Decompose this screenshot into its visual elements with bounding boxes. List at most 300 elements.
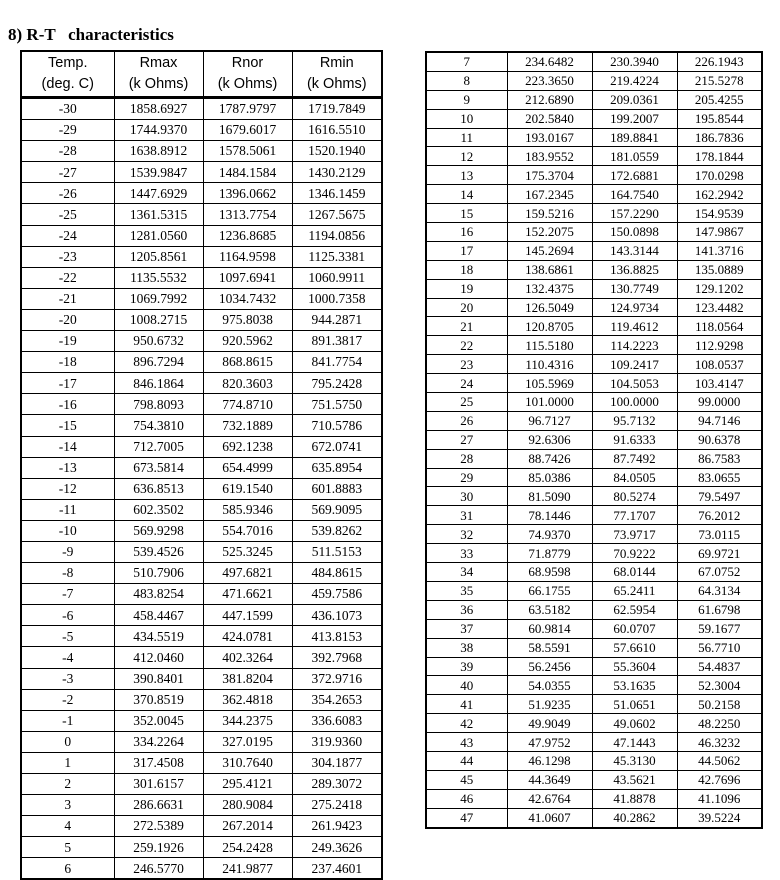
rmin-cell: 103.4147	[677, 374, 762, 393]
rmin-cell: 511.5153	[292, 541, 382, 562]
rmin-cell: 86.7583	[677, 449, 762, 468]
table-row	[426, 166, 762, 185]
rmin-cell: 1194.0856	[292, 225, 382, 246]
table-row	[426, 544, 762, 563]
rmax-cell: 145.2694	[507, 241, 592, 260]
rnor-cell: 80.5274	[592, 487, 677, 506]
rmin-cell: 672.0741	[292, 436, 382, 457]
rmax-cell: 1858.6927	[114, 98, 203, 120]
rmin-cell: 108.0537	[677, 355, 762, 374]
rnor-cell: 136.8825	[592, 260, 677, 279]
rnor-cell: 104.5053	[592, 374, 677, 393]
rmax-cell: 510.7906	[114, 563, 203, 584]
rnor-cell: 1034.7432	[203, 288, 292, 309]
rmin-cell: 205.4255	[677, 90, 762, 109]
left-table-header	[21, 51, 382, 98]
rmax-cell: 259.1926	[114, 837, 203, 858]
temp-cell: 5	[21, 837, 114, 858]
rmax-cell: 1281.0560	[114, 225, 203, 246]
table-row	[426, 638, 762, 657]
table-row	[21, 352, 382, 373]
rmax-cell: 58.5591	[507, 638, 592, 657]
rmin-cell: 275.2418	[292, 795, 382, 816]
rnor-cell: 820.3603	[203, 373, 292, 394]
temp-cell: 13	[426, 166, 507, 185]
rmax-cell: 1447.6929	[114, 183, 203, 204]
temp-cell: 17	[426, 241, 507, 260]
temp-cell: -12	[21, 478, 114, 499]
rnor-cell: 91.6333	[592, 430, 677, 449]
rnor-cell: 471.6621	[203, 584, 292, 605]
rmin-cell: 841.7754	[292, 352, 382, 373]
rnor-cell: 62.5954	[592, 600, 677, 619]
rmin-cell: 129.1202	[677, 279, 762, 298]
rmax-cell: 1008.2715	[114, 309, 203, 330]
temp-cell: -2	[21, 689, 114, 710]
rmax-cell: 1638.8912	[114, 141, 203, 162]
rmax-cell: 539.4526	[114, 541, 203, 562]
rmin-cell: 46.3232	[677, 733, 762, 752]
table-row	[21, 584, 382, 605]
rnor-cell: 585.9346	[203, 499, 292, 520]
rmax-cell: 798.8093	[114, 394, 203, 415]
table-row	[426, 411, 762, 430]
rnor-cell: 57.6610	[592, 638, 677, 657]
rmax-cell: 1135.5532	[114, 267, 203, 288]
temp-cell: 38	[426, 638, 507, 657]
rnor-cell: 241.9877	[203, 858, 292, 880]
rmax-cell: 183.9552	[507, 147, 592, 166]
temp-cell: -28	[21, 141, 114, 162]
table-row	[426, 298, 762, 317]
table-row	[426, 449, 762, 468]
column-header-unit: (k Ohms)	[217, 76, 278, 92]
rmin-cell: 226.1943	[677, 52, 762, 71]
table-row	[426, 336, 762, 355]
rmax-cell: 896.7294	[114, 352, 203, 373]
rmin-cell: 1430.2129	[292, 162, 382, 183]
temp-cell: 46	[426, 789, 507, 808]
rnor-cell: 362.4818	[203, 689, 292, 710]
rmin-cell: 52.3004	[677, 676, 762, 695]
table-row	[426, 770, 762, 789]
rnor-cell: 402.3264	[203, 647, 292, 668]
rmin-cell: 237.4601	[292, 858, 382, 880]
table-row	[21, 141, 382, 162]
rmin-cell: 73.0115	[677, 525, 762, 544]
rmax-cell: 81.5090	[507, 487, 592, 506]
rmax-cell: 1539.9847	[114, 162, 203, 183]
temp-cell: 7	[426, 52, 507, 71]
rmax-cell: 412.0460	[114, 647, 203, 668]
rnor-cell: 49.0602	[592, 714, 677, 733]
rnor-cell: 209.0361	[592, 90, 677, 109]
table-row	[426, 525, 762, 544]
table-row	[426, 733, 762, 752]
temp-cell: 10	[426, 109, 507, 128]
table-row	[426, 468, 762, 487]
temp-cell: 33	[426, 544, 507, 563]
rmax-cell: 44.3649	[507, 770, 592, 789]
table-row	[21, 731, 382, 752]
rmax-cell: 1744.9370	[114, 120, 203, 141]
table-row	[21, 373, 382, 394]
rnor-cell: 189.8841	[592, 128, 677, 147]
rnor-cell: 68.0144	[592, 563, 677, 582]
rmin-cell: 436.1073	[292, 605, 382, 626]
rmax-cell: 673.5814	[114, 457, 203, 478]
temp-cell: 19	[426, 279, 507, 298]
rnor-cell: 53.1635	[592, 676, 677, 695]
rnor-cell: 267.2014	[203, 816, 292, 837]
temp-cell: 9	[426, 90, 507, 109]
rmin-cell: 99.0000	[677, 393, 762, 412]
rmin-cell: 54.4837	[677, 657, 762, 676]
table-row	[21, 563, 382, 584]
temp-cell: -17	[21, 373, 114, 394]
header-row	[21, 51, 382, 98]
rmax-cell: 71.8779	[507, 544, 592, 563]
temp-cell: 34	[426, 563, 507, 582]
rmin-cell: 162.2942	[677, 185, 762, 204]
rmin-cell: 186.7836	[677, 128, 762, 147]
rnor-cell: 143.3144	[592, 241, 677, 260]
column-header-label: Rmax	[139, 54, 178, 71]
rmax-cell: 458.4467	[114, 605, 203, 626]
rmax-cell: 602.3502	[114, 499, 203, 520]
temp-cell: -4	[21, 647, 114, 668]
table-row	[21, 605, 382, 626]
rnor-cell: 1787.9797	[203, 98, 292, 120]
rmin-cell: 61.6798	[677, 600, 762, 619]
rnor-cell: 51.0651	[592, 695, 677, 714]
rmax-cell: 370.8519	[114, 689, 203, 710]
temp-cell: 31	[426, 506, 507, 525]
table-row	[426, 355, 762, 374]
column-header-unit: (k Ohms)	[306, 76, 367, 92]
rmax-cell: 85.0386	[507, 468, 592, 487]
table-row	[21, 478, 382, 499]
rmin-cell: 135.0889	[677, 260, 762, 279]
rt-characteristics-table-left	[20, 50, 383, 880]
rmin-cell: 1125.3381	[292, 246, 382, 267]
rmax-cell: 286.6631	[114, 795, 203, 816]
rnor-cell: 774.8710	[203, 394, 292, 415]
temp-cell: 29	[426, 468, 507, 487]
temp-cell: 12	[426, 147, 507, 166]
temp-cell: 24	[426, 374, 507, 393]
rmin-cell: 539.8262	[292, 520, 382, 541]
table-row	[426, 619, 762, 638]
table-row	[21, 394, 382, 415]
table-row	[21, 647, 382, 668]
rmin-cell: 42.7696	[677, 770, 762, 789]
table-row	[21, 204, 382, 225]
rmax-cell: 120.8705	[507, 317, 592, 336]
rmin-cell: 354.2653	[292, 689, 382, 710]
rnor-cell: 654.4999	[203, 457, 292, 478]
table-row	[426, 71, 762, 90]
temp-cell: 42	[426, 714, 507, 733]
temp-cell: 21	[426, 317, 507, 336]
rnor-cell: 124.9734	[592, 298, 677, 317]
rmax-cell: 193.0167	[507, 128, 592, 147]
rmax-cell: 636.8513	[114, 478, 203, 499]
table-row	[426, 563, 762, 582]
table-row	[21, 837, 382, 858]
rnor-cell: 43.5621	[592, 770, 677, 789]
rmin-cell: 304.1877	[292, 752, 382, 773]
rmin-cell: 459.7586	[292, 584, 382, 605]
temp-cell: -11	[21, 499, 114, 520]
temp-cell: -1	[21, 710, 114, 731]
rmin-cell: 178.1844	[677, 147, 762, 166]
rmin-cell: 569.9095	[292, 499, 382, 520]
table-row	[426, 185, 762, 204]
rnor-cell: 310.7640	[203, 752, 292, 773]
temp-cell: 11	[426, 128, 507, 147]
rmax-cell: 41.0607	[507, 808, 592, 827]
rmin-cell: 118.0564	[677, 317, 762, 336]
rmax-cell: 42.6764	[507, 789, 592, 808]
rmax-cell: 56.2456	[507, 657, 592, 676]
rnor-cell: 73.9717	[592, 525, 677, 544]
table-row	[426, 751, 762, 770]
temp-cell: 39	[426, 657, 507, 676]
rmax-cell: 132.4375	[507, 279, 592, 298]
rmax-cell: 272.5389	[114, 816, 203, 837]
table-row	[21, 795, 382, 816]
rmin-cell: 372.9716	[292, 668, 382, 689]
table-row	[426, 600, 762, 619]
temp-cell: -20	[21, 309, 114, 330]
rnor-cell: 45.3130	[592, 751, 677, 770]
rnor-cell: 181.0559	[592, 147, 677, 166]
rnor-cell: 157.2290	[592, 204, 677, 223]
temp-cell: 23	[426, 355, 507, 374]
rmax-cell: 115.5180	[507, 336, 592, 355]
rnor-cell: 47.1443	[592, 733, 677, 752]
temp-cell: -6	[21, 605, 114, 626]
table-row	[426, 657, 762, 676]
rmin-cell: 195.8544	[677, 109, 762, 128]
rmax-cell: 46.1298	[507, 751, 592, 770]
table-row	[426, 714, 762, 733]
table-row	[21, 858, 382, 880]
rnor-cell: 344.2375	[203, 710, 292, 731]
temp-cell: -7	[21, 584, 114, 605]
rmax-cell: 212.6890	[507, 90, 592, 109]
temp-cell: 16	[426, 223, 507, 242]
table-row	[426, 506, 762, 525]
rnor-cell: 1396.0662	[203, 183, 292, 204]
temp-cell: -25	[21, 204, 114, 225]
rmax-cell: 569.9298	[114, 520, 203, 541]
rmax-cell: 1069.7992	[114, 288, 203, 309]
rmin-cell: 94.7146	[677, 411, 762, 430]
temp-cell: 8	[426, 71, 507, 90]
rmin-cell: 1520.1940	[292, 141, 382, 162]
rnor-cell: 554.7016	[203, 520, 292, 541]
table-row	[21, 225, 382, 246]
rnor-cell: 164.7540	[592, 185, 677, 204]
rmax-cell: 483.8254	[114, 584, 203, 605]
rmin-cell: 392.7968	[292, 647, 382, 668]
rnor-cell: 280.9084	[203, 795, 292, 816]
rnor-cell: 77.1707	[592, 506, 677, 525]
table-row	[21, 520, 382, 541]
temp-cell: -22	[21, 267, 114, 288]
rnor-cell: 87.7492	[592, 449, 677, 468]
column-header-rmin	[292, 51, 382, 98]
rmin-cell: 112.9298	[677, 336, 762, 355]
table-row	[21, 267, 382, 288]
temp-cell: 20	[426, 298, 507, 317]
rnor-cell: 525.3245	[203, 541, 292, 562]
rmax-cell: 202.5840	[507, 109, 592, 128]
temp-cell: 44	[426, 751, 507, 770]
rnor-cell: 95.7132	[592, 411, 677, 430]
table-row	[21, 541, 382, 562]
column-header-label: Rmin	[319, 54, 354, 71]
table-row	[21, 816, 382, 837]
rmin-cell: 48.2250	[677, 714, 762, 733]
rmin-cell: 289.3072	[292, 774, 382, 795]
rmax-cell: 74.9370	[507, 525, 592, 544]
rnor-cell: 920.5962	[203, 331, 292, 352]
temp-cell: 6	[21, 858, 114, 880]
rnor-cell: 619.1540	[203, 478, 292, 499]
rnor-cell: 41.8878	[592, 789, 677, 808]
left-table-body	[21, 98, 382, 880]
temp-cell: 3	[21, 795, 114, 816]
rnor-cell: 868.8615	[203, 352, 292, 373]
rmin-cell: 891.3817	[292, 331, 382, 352]
column-header-label: Rnor	[231, 54, 264, 71]
rmin-cell: 484.8615	[292, 563, 382, 584]
temp-cell: -23	[21, 246, 114, 267]
table-row	[426, 808, 762, 827]
column-header-rmax	[114, 51, 203, 98]
temp-cell: -14	[21, 436, 114, 457]
table-row	[426, 128, 762, 147]
rnor-cell: 381.8204	[203, 668, 292, 689]
rnor-cell: 65.2411	[592, 581, 677, 600]
table-row	[21, 436, 382, 457]
rnor-cell: 975.8038	[203, 309, 292, 330]
rmin-cell: 154.9539	[677, 204, 762, 223]
rmax-cell: 88.7426	[507, 449, 592, 468]
rmin-cell: 39.5224	[677, 808, 762, 827]
table-row	[426, 317, 762, 336]
table-row	[21, 774, 382, 795]
rmin-cell: 601.8883	[292, 478, 382, 499]
rmax-cell: 234.6482	[507, 52, 592, 71]
table-row	[426, 147, 762, 166]
column-header-rnor	[203, 51, 292, 98]
temp-cell: -29	[21, 120, 114, 141]
temp-cell: 25	[426, 393, 507, 412]
rmax-cell: 390.8401	[114, 668, 203, 689]
rmax-cell: 301.6157	[114, 774, 203, 795]
temp-cell: 36	[426, 600, 507, 619]
rmax-cell: 1361.5315	[114, 204, 203, 225]
table-row	[426, 676, 762, 695]
temp-cell: 2	[21, 774, 114, 795]
temp-cell: 37	[426, 619, 507, 638]
table-row	[21, 668, 382, 689]
table-row	[21, 288, 382, 309]
temp-cell: 40	[426, 676, 507, 695]
table-row	[426, 241, 762, 260]
rmax-cell: 352.0045	[114, 710, 203, 731]
rmin-cell: 1060.9911	[292, 267, 382, 288]
rmin-cell: 69.9721	[677, 544, 762, 563]
rmax-cell: 60.9814	[507, 619, 592, 638]
temp-cell: -19	[21, 331, 114, 352]
rnor-cell: 1578.5061	[203, 141, 292, 162]
table-row	[426, 487, 762, 506]
rmax-cell: 101.0000	[507, 393, 592, 412]
rmax-cell: 1205.8561	[114, 246, 203, 267]
rmin-cell: 710.5786	[292, 415, 382, 436]
temp-cell: 14	[426, 185, 507, 204]
table-row	[426, 279, 762, 298]
rmax-cell: 66.1755	[507, 581, 592, 600]
rnor-cell: 70.9222	[592, 544, 677, 563]
temp-cell: 22	[426, 336, 507, 355]
rnor-cell: 732.1889	[203, 415, 292, 436]
temp-cell: -30	[21, 98, 114, 120]
table-row	[426, 695, 762, 714]
rmax-cell: 159.5216	[507, 204, 592, 223]
rmin-cell: 413.8153	[292, 626, 382, 647]
rnor-cell: 327.0195	[203, 731, 292, 752]
rmin-cell: 41.1096	[677, 789, 762, 808]
table-row	[426, 430, 762, 449]
rmin-cell: 319.9360	[292, 731, 382, 752]
rnor-cell: 254.2428	[203, 837, 292, 858]
table-row	[426, 223, 762, 242]
rmax-cell: 92.6306	[507, 430, 592, 449]
temp-cell: 0	[21, 731, 114, 752]
column-header-temp	[21, 51, 114, 98]
rmin-cell: 170.0298	[677, 166, 762, 185]
rmin-cell: 1000.7358	[292, 288, 382, 309]
temp-cell: -10	[21, 520, 114, 541]
rmin-cell: 215.5278	[677, 71, 762, 90]
rmin-cell: 1616.5510	[292, 120, 382, 141]
table-row	[21, 331, 382, 352]
rmax-cell: 68.9598	[507, 563, 592, 582]
rnor-cell: 1484.1584	[203, 162, 292, 183]
rmin-cell: 336.6083	[292, 710, 382, 731]
rnor-cell: 1313.7754	[203, 204, 292, 225]
rnor-cell: 1679.6017	[203, 120, 292, 141]
rmax-cell: 54.0355	[507, 676, 592, 695]
table-row	[426, 789, 762, 808]
table-row	[426, 393, 762, 412]
rmin-cell: 1719.7849	[292, 98, 382, 120]
rmax-cell: 712.7005	[114, 436, 203, 457]
temp-cell: -26	[21, 183, 114, 204]
rmax-cell: 78.1446	[507, 506, 592, 525]
temp-cell: 28	[426, 449, 507, 468]
rnor-cell: 40.2862	[592, 808, 677, 827]
table-row	[21, 499, 382, 520]
rmax-cell: 950.6732	[114, 331, 203, 352]
rmin-cell: 123.4482	[677, 298, 762, 317]
